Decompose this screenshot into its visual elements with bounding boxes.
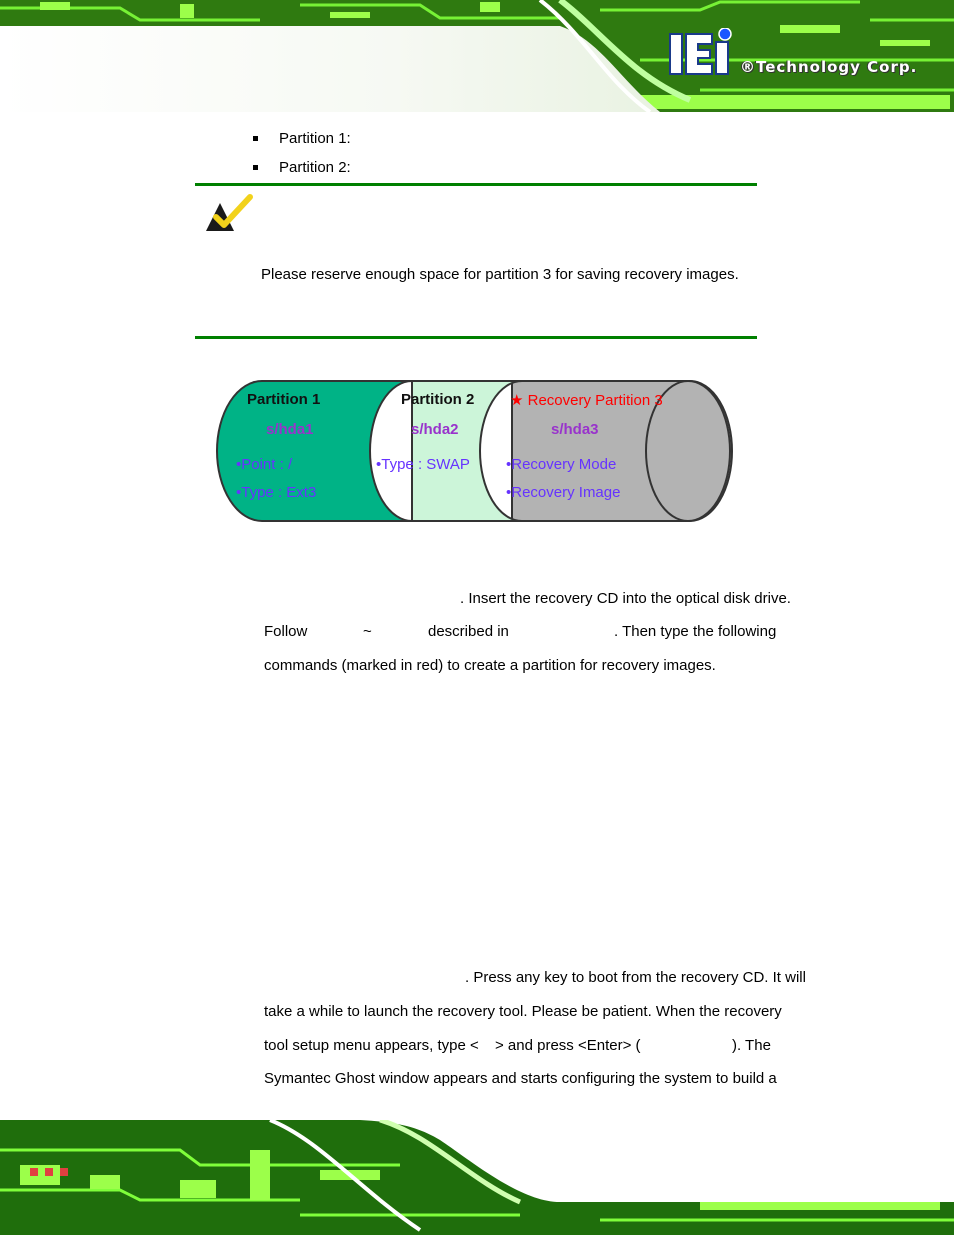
brand-name: [740, 58, 917, 76]
brand-name-text: Technology Corp: [756, 58, 911, 76]
partition3-title: ★ Recovery Partition 3: [510, 392, 663, 409]
step1-then: . Then type the following: [614, 623, 777, 640]
step1-line3: commands (marked in red) to create a partition for recovery images.: [264, 657, 716, 674]
partition1-title: Partition 1: [247, 391, 321, 408]
circuit-board-footer-graphic: [0, 1120, 954, 1235]
bullet-square-icon: [253, 136, 258, 141]
partition3-line2: •Recovery Image: [506, 484, 621, 501]
bullet-label: Partition 2:: [279, 159, 351, 176]
bullet-partition-1: [253, 130, 351, 147]
partition2-device: s/hda2: [411, 421, 459, 438]
brand-dot: .: [910, 58, 918, 76]
step1-line1: . Insert the recovery CD into the optical disk drive.: [460, 590, 791, 607]
partition3-device: s/hda3: [551, 421, 599, 438]
circuit-board-header-graphic: [0, 0, 954, 112]
bullet-partition-2: [253, 159, 351, 176]
partition-diagram: [212, 378, 734, 526]
bullet-square-icon: [253, 165, 258, 170]
step2-line3a: tool setup menu appears, type <: [264, 1037, 479, 1054]
step1-described: described in: [428, 623, 509, 640]
step2-line4: Symantec Ghost window appears and starts configuring the system to build a: [264, 1070, 777, 1087]
partition2-line1: •Type : SWAP: [376, 456, 470, 473]
step2-line3b: > and press <Enter> (: [495, 1037, 641, 1054]
partition1-device: s/hda1: [266, 421, 314, 438]
partition3-line1: •Recovery Mode: [506, 456, 617, 473]
note-checkmark-icon: [204, 193, 254, 233]
registered-mark: ®: [740, 58, 756, 76]
note-text: Please reserve enough space for partition 3 for saving recovery images.: [261, 266, 739, 283]
note-top-rule: [195, 183, 757, 186]
partition2-title: Partition 2: [401, 391, 475, 408]
step1-follow: Follow: [264, 623, 308, 640]
iei-logo-mark-icon: [668, 28, 738, 76]
note-bottom-rule: [195, 336, 757, 339]
step2-line2: take a while to launch the recovery tool. Please be patient. When the recovery: [264, 1003, 782, 1020]
footer-banner: [0, 1120, 954, 1235]
step2-line1: . Press any key to boot from the recovery CD. It will: [465, 969, 806, 986]
iei-logo: [668, 28, 738, 76]
step2-line3c: ). The: [732, 1037, 771, 1054]
partition1-line2: •Type : Ext3: [236, 484, 317, 501]
step1-tilde: ~: [363, 623, 372, 640]
header-banner: [0, 0, 954, 112]
partition1-line1: •Point : /: [236, 456, 293, 473]
bullet-label: Partition 1:: [279, 130, 351, 147]
